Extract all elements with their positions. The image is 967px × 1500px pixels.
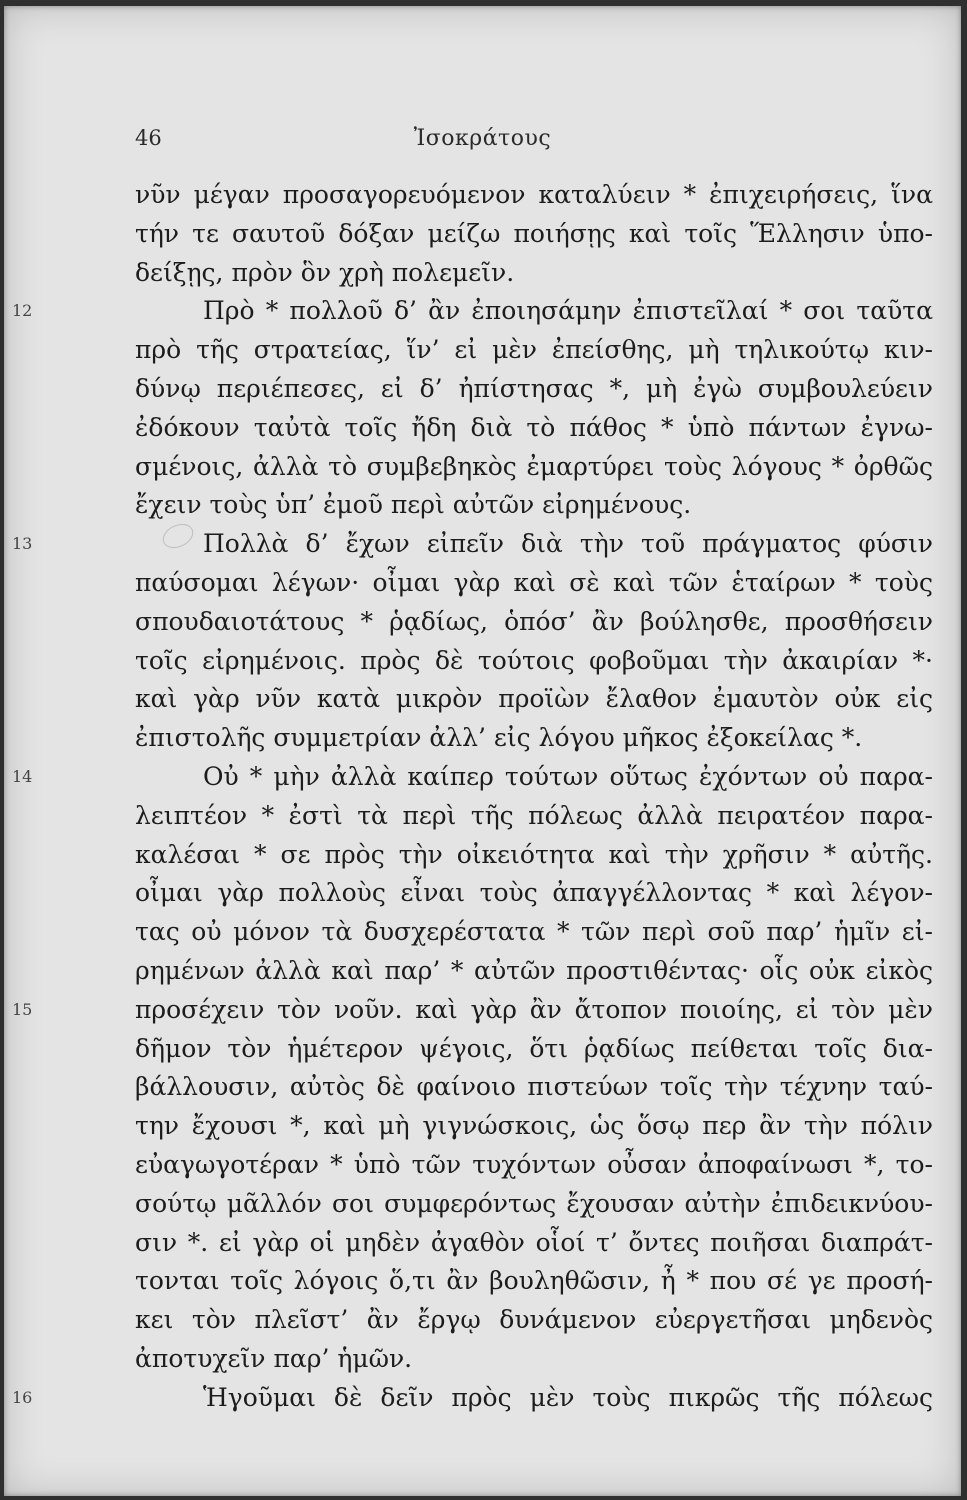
line-text: βάλλουσιν, αὐτὸς δὲ φαίνοιο πιστεύων τοῖς τὴν τέχνην ταύ- bbox=[135, 1072, 933, 1102]
text-line bbox=[135, 603, 933, 642]
page-number: 46 bbox=[135, 126, 162, 150]
line-text: εὐαγωγοτέραν * ὑπὸ τῶν τυχόντων οὖσαν ἀποφαίνωσι *, το- bbox=[135, 1149, 933, 1179]
text-line bbox=[135, 1030, 933, 1069]
text-line bbox=[12, 292, 933, 331]
section-number: 15 bbox=[12, 999, 33, 1019]
line-text: ἀποτυχεῖν παρ’ ἡμῶν. bbox=[135, 1343, 413, 1373]
line-text: ἔχειν τοὺς ὑπ’ ἐμοῦ περὶ αὐτῶν εἰρημένους. bbox=[135, 490, 692, 520]
section-number: 12 bbox=[12, 301, 33, 321]
line-text: Ἡγοῦμαι δὲ δεῖν πρὸς μὲν τοὺς πικρῶς τῆς πόλεως bbox=[203, 1382, 933, 1412]
line-text: οἶμαι γὰρ πολλοὺς εἶναι τοὺς ἀπαγγέλλοντας * καὶ λέγον- bbox=[135, 878, 933, 908]
text-line bbox=[135, 1340, 933, 1379]
text-line bbox=[135, 1068, 933, 1107]
line-text: Οὐ * μὴν ἀλλὰ καίπερ τούτων οὕτως ἐχόντων οὐ παρα- bbox=[203, 761, 933, 791]
text-line bbox=[12, 991, 933, 1030]
text-line bbox=[135, 1224, 933, 1263]
line-text: τοῖς εἰρημένοις. πρὸς δὲ τούτοις φοβοῦμαι τὴν ἀκαιρίαν *· bbox=[135, 645, 933, 675]
text-line bbox=[135, 642, 933, 681]
line-text: σούτῳ μᾶλλόν σοι συμφερόντως ἔχουσαν αὐτὴν ἐπιδεικνύου- bbox=[135, 1188, 933, 1218]
page-header bbox=[4, 126, 961, 166]
text-line bbox=[135, 1185, 933, 1224]
line-text: σμένοις, ἀλλὰ τὸ συμβεβηκὸς ἐμαρτύρει τοὺς λόγους * ὀρθῶς bbox=[135, 451, 933, 481]
running-title: Ἰσοκράτους bbox=[413, 126, 552, 151]
line-text: δείξῃς, πρὸν ὃν χρὴ πολεμεῖν. bbox=[135, 257, 515, 287]
line-text: καλέσαι * σε πρὸς τὴν οἰκειότητα καὶ τὴν χρῆσιν * αὐτῆς. bbox=[135, 839, 933, 869]
text-line bbox=[135, 797, 933, 836]
line-text: Πρὸ * πολλοῦ δ’ ἂν ἐποιησάμην ἐπιστεῖλαί * σοι ταῦτα bbox=[203, 296, 933, 326]
text-line bbox=[135, 836, 933, 875]
line-text: νῦν μέγαν προσαγορευόμενον καταλύειν * ἐπιχειρήσεις, ἵνα bbox=[135, 180, 933, 209]
text-line bbox=[135, 1262, 933, 1301]
text-line bbox=[135, 874, 933, 913]
text-line bbox=[135, 331, 933, 370]
line-text: δῆμον τὸν ἡμέτερον ψέγοις, ὅτι ῥᾳδίως πείθεται τοῖς δια- bbox=[135, 1033, 933, 1063]
line-text: κει τὸν πλεῖστ’ ἂν ἔργῳ δυνάμενον εὐεργετῆσαι μηδενὸς bbox=[135, 1305, 933, 1335]
line-text: τας οὐ μόνον τὰ δυσχερέστατα * τῶν περὶ σοῦ παρ’ ἡμῖν εἰ- bbox=[135, 917, 933, 947]
line-text: καὶ γὰρ νῦν κατὰ μικρὸν προϊὼν ἔλαθον ἐμαυτὸν οὐκ εἰς bbox=[135, 684, 933, 714]
text-line bbox=[135, 719, 933, 758]
section-number: 13 bbox=[12, 534, 33, 554]
text-line bbox=[135, 564, 933, 603]
section-number: 16 bbox=[12, 1387, 33, 1407]
text-line bbox=[135, 176, 933, 215]
line-text: πρὸ τῆς στρατείας, ἵν’ εἰ μὲν ἐπείσθης, μὴ τηλικούτῳ κιν- bbox=[135, 335, 933, 365]
line-text: τήν τε σαυτοῦ δόξαν μείζω ποιήσῃς καὶ τοῖς Ἕλλησιν ὑπο- bbox=[135, 218, 933, 248]
text-line bbox=[135, 680, 933, 719]
line-text: σπουδαιοτάτους * ῥᾳδίως, ὁπόσ’ ἂν βούλησθε, προσθήσειν bbox=[135, 606, 933, 636]
line-text: τονται τοῖς λόγοις ὅ,τι ἂν βουληθῶσιν, ἦ * που σέ γε προσή- bbox=[135, 1266, 933, 1296]
text-line bbox=[135, 486, 933, 525]
line-text: παύσομαι λέγων· οἶμαι γὰρ καὶ σὲ καὶ τῶν ἑταίρων * τοὺς bbox=[135, 567, 933, 597]
text-line bbox=[135, 409, 933, 448]
line-text: σιν *. εἰ γὰρ οἱ μηδὲν ἀγαθὸν οἷοί τ’ ὄντες ποιῆσαι διαπράτ- bbox=[135, 1227, 933, 1257]
text-line bbox=[12, 758, 933, 797]
line-text: την ἔχουσι *, καὶ μὴ γιγνώσκοις, ὡς ὅσῳ περ ἂν τὴν πόλιν bbox=[135, 1111, 933, 1141]
line-text: προσέχειν τὸν νοῦν. καὶ γὰρ ἂν ἄτοπον ποιοίης, εἰ τὸν μὲν bbox=[135, 994, 933, 1024]
text-line bbox=[135, 448, 933, 487]
text-line bbox=[135, 254, 933, 293]
line-text: ἐδόκουν ταὐτὰ τοῖς ἤδη διὰ τὸ πάθος * ὑπὸ πάντων ἐγνω- bbox=[135, 412, 933, 442]
text-line bbox=[135, 215, 933, 254]
section-number: 14 bbox=[12, 766, 33, 786]
text-line bbox=[135, 370, 933, 409]
text-line bbox=[135, 1146, 933, 1185]
text-line bbox=[135, 913, 933, 952]
text-line bbox=[12, 1379, 933, 1418]
line-text: Πολλὰ δ’ ἔχων εἰπεῖν διὰ τὴν τοῦ πράγματος φύσιν bbox=[203, 529, 933, 559]
line-text: ἐπιστολῆς συμμετρίαν ἀλλ’ εἰς λόγου μῆκος ἐξοκείλας *. bbox=[135, 723, 863, 753]
line-text: δύνῳ περιέπεσες, εἰ δ’ ἠπίστησας *, μὴ ἐγὼ συμβουλεύειν bbox=[135, 373, 933, 403]
line-text: λειπτέον * ἐστὶ τὰ περὶ τῆς πόλεως ἀλλὰ πειρατέον παρα- bbox=[135, 800, 933, 830]
book-page bbox=[4, 6, 961, 1496]
text-line bbox=[135, 1107, 933, 1146]
line-text: ρημένων ἀλλὰ καὶ παρ’ * αὐτῶν προστιθέντας· οἷς οὐκ εἰκὸς bbox=[135, 955, 933, 985]
body-text bbox=[12, 176, 933, 1418]
text-line bbox=[12, 525, 933, 564]
text-line bbox=[135, 1301, 933, 1340]
text-line bbox=[135, 952, 933, 991]
